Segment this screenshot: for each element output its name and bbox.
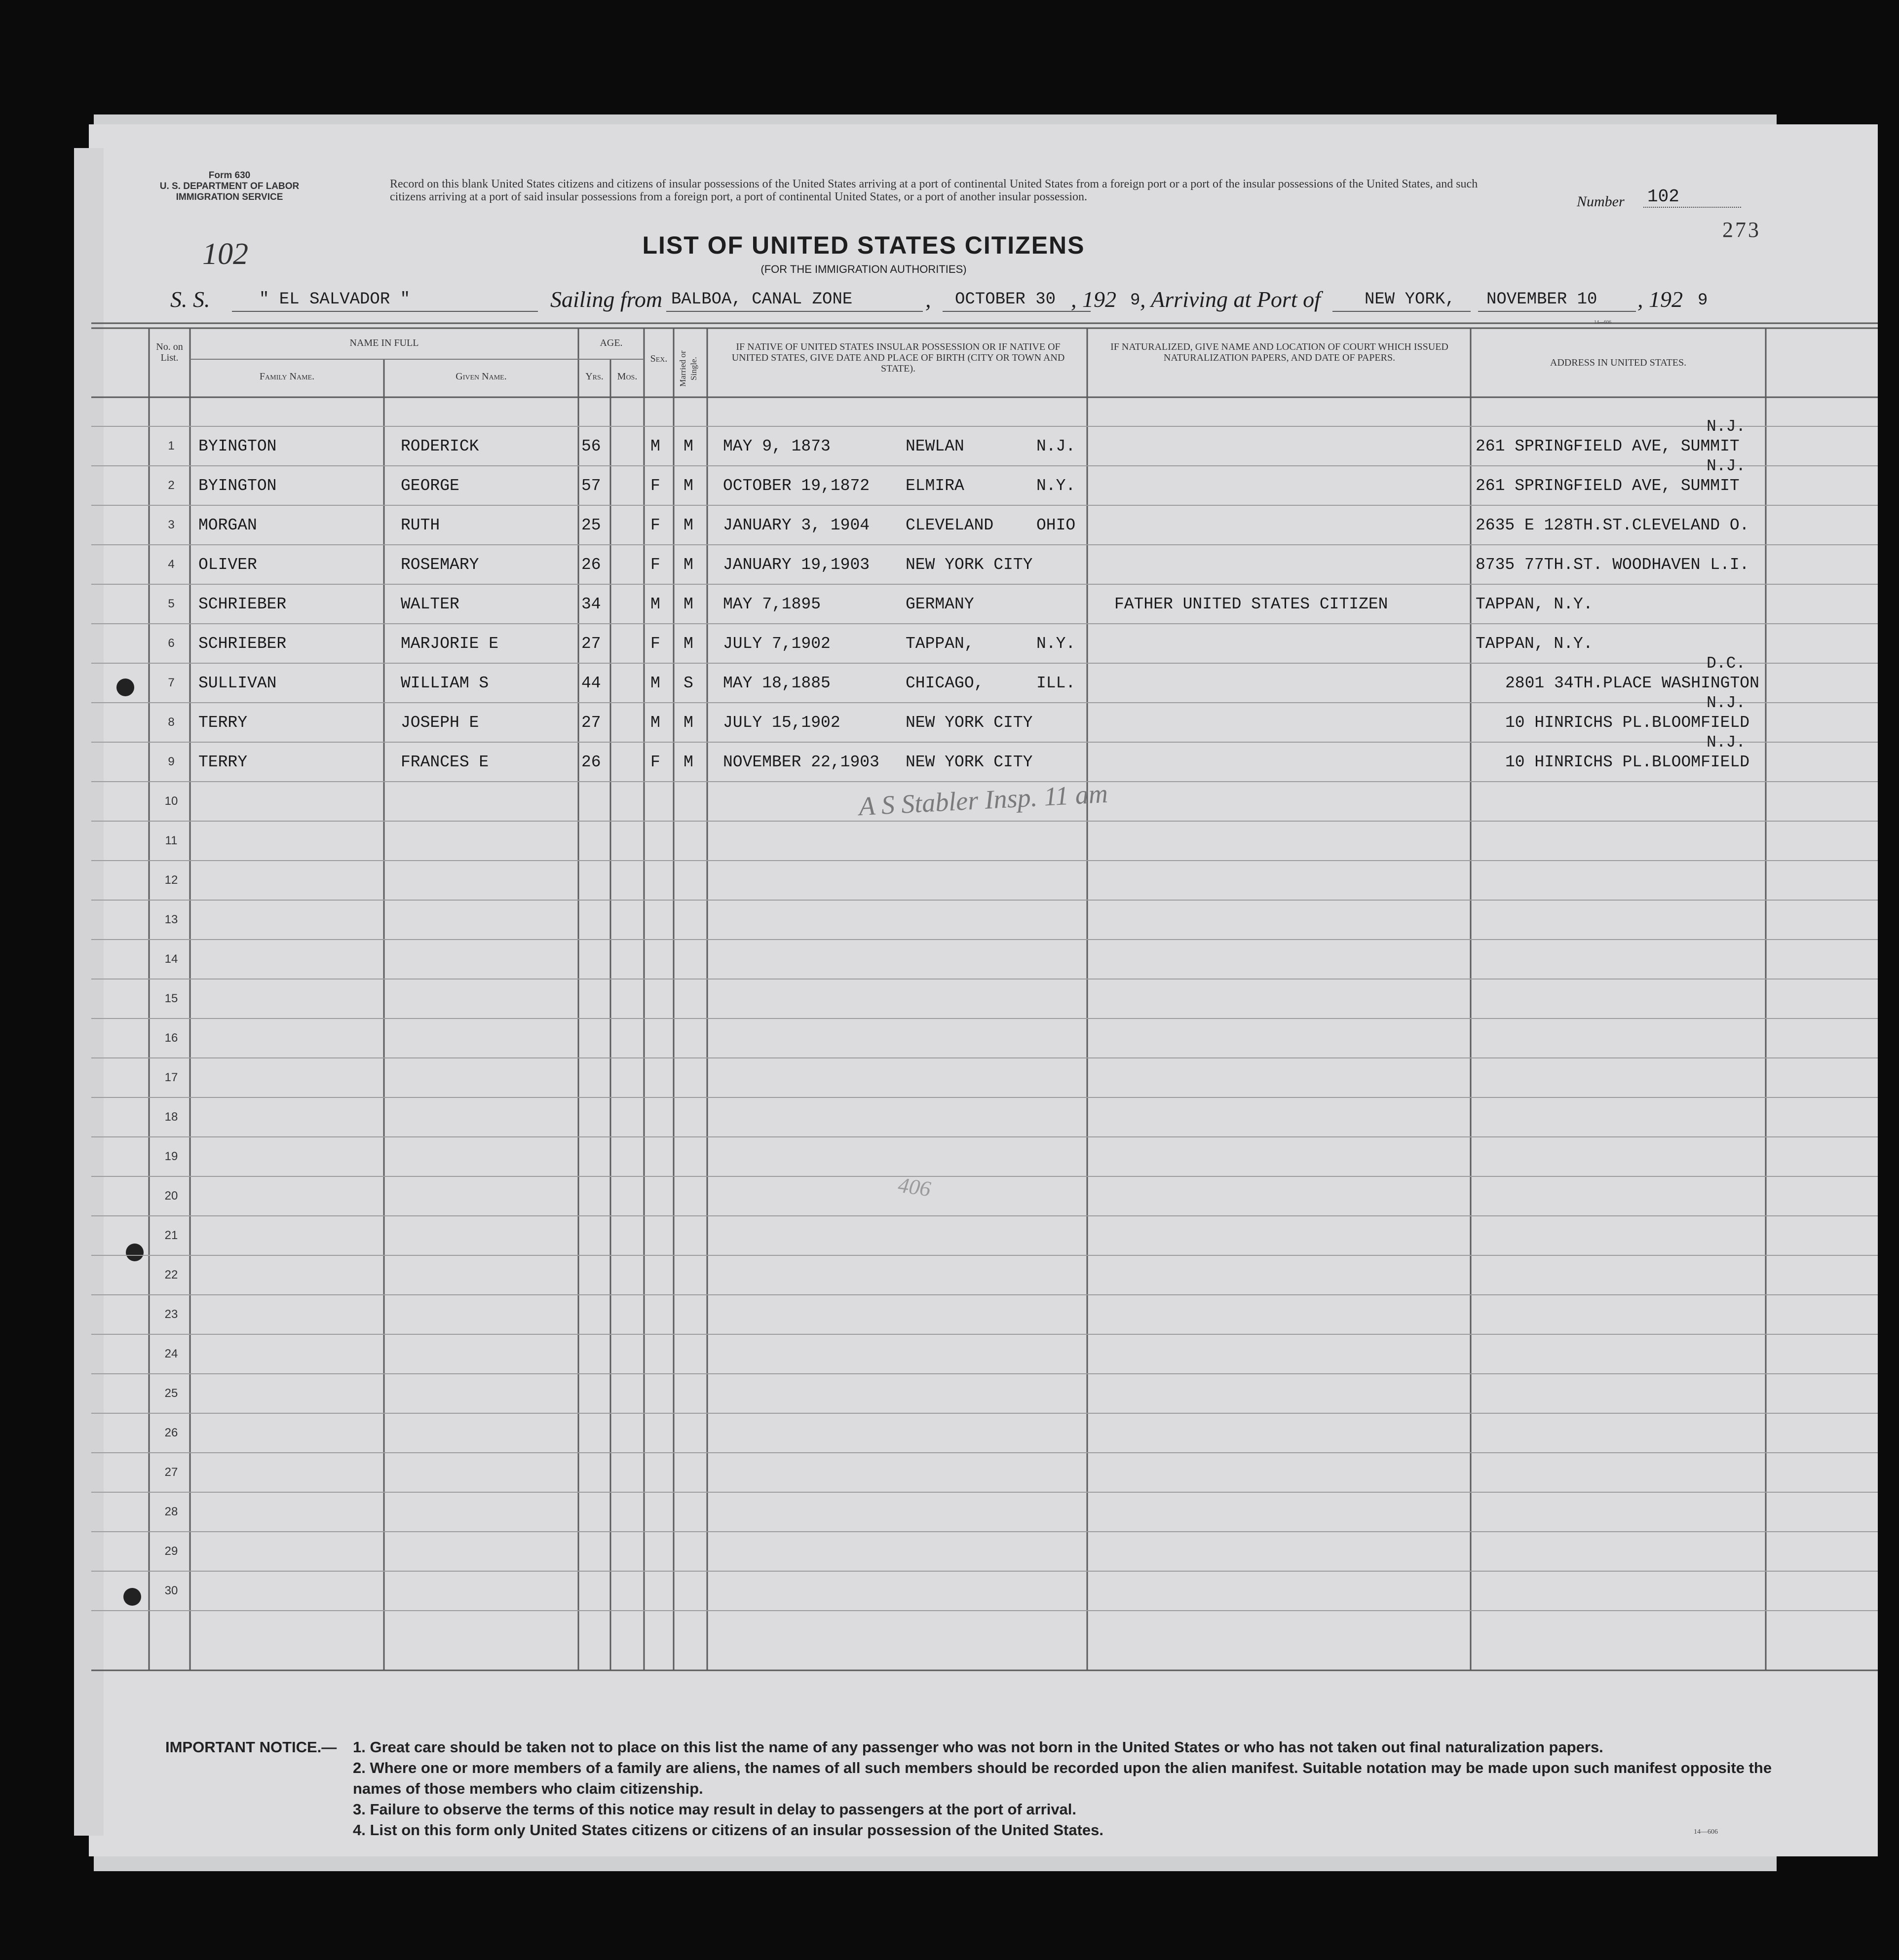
address-cell: 10 HINRICHS PL.BLOOMFIELD — [1505, 753, 1750, 771]
birth-state-cell: OHIO — [1036, 516, 1076, 534]
family-name-cell: SCHRIEBER — [198, 595, 287, 613]
age-years-cell: 56 — [581, 437, 601, 455]
birth-state-cell: ILL. — [1036, 674, 1076, 692]
row-number: 30 — [164, 1584, 178, 1597]
address-cell: TAPPAN, N.Y. — [1476, 635, 1593, 653]
page-subtitle: (FOR THE IMMIGRATION AUTHORITIES) — [760, 263, 967, 275]
birth-date-cell: JANUARY 19,1903 — [723, 556, 870, 574]
sex-cell: M — [650, 674, 660, 692]
pencil-number: 406 — [896, 1172, 933, 1202]
row-number: 13 — [164, 913, 178, 926]
ss-label: S. S. — [170, 287, 210, 312]
age-years-cell: 57 — [581, 477, 601, 495]
marital-cell: M — [684, 635, 693, 653]
year-digit: 9 — [1130, 291, 1140, 310]
ship-name: " EL SALVADOR " — [259, 290, 411, 309]
address-state-cell: N.J. — [1707, 457, 1746, 475]
family-name-cell: SULLIVAN — [198, 674, 277, 692]
inspector-signature: A S Stabler Insp. 11 am — [858, 778, 1109, 822]
birth-state-cell: N.Y. — [1036, 477, 1076, 495]
given-name-cell: GEORGE — [401, 477, 459, 495]
row-number: 22 — [164, 1268, 178, 1282]
row-number: 25 — [164, 1387, 178, 1400]
notice-item: 4. List on this form only United States citizens or citizens of an insular possession of the United States. — [353, 1821, 1103, 1839]
notice-item: 3. Failure to observe the terms of this notice may result in delay to passengers at the port of arrival. — [353, 1801, 1077, 1818]
number-label: Number — [1577, 193, 1625, 210]
marital-cell: M — [684, 595, 693, 613]
birth-date-cell: JANUARY 3, 1904 — [723, 516, 870, 534]
birth-state-cell: N.Y. — [1036, 635, 1076, 653]
marital-cell: M — [684, 477, 693, 495]
marital-cell: M — [684, 753, 693, 771]
address-cell: 10 HINRICHS PL.BLOOMFIELD — [1505, 714, 1750, 732]
row-number: 16 — [164, 1031, 178, 1045]
row-number: 18 — [164, 1110, 178, 1124]
row-number: 23 — [164, 1308, 178, 1321]
row-number: 7 — [168, 676, 175, 689]
row-number: 28 — [164, 1505, 178, 1518]
header-age-years: Yrs. — [585, 371, 604, 382]
birth-date-cell: OCTOBER 19,1872 — [723, 477, 870, 495]
row-number: 14 — [164, 952, 178, 966]
given-name-cell: ROSEMARY — [401, 556, 479, 574]
notice-item: 1. Great care should be taken not to place on this list the name of any passenger who was not born in the United States or who has not taken out final naturalization papers. — [353, 1738, 1603, 1756]
birth-place-cell: ELMIRA — [906, 477, 964, 495]
birth-place-cell: NEW YORK CITY — [906, 714, 1033, 732]
age-years-cell: 44 — [581, 674, 601, 692]
address-state-cell: N.J. — [1707, 417, 1746, 436]
family-name-cell: TERRY — [198, 753, 248, 771]
printer-code: 14—606 — [1594, 320, 1611, 325]
address-cell: 261 SPRINGFIELD AVE, SUMMIT — [1476, 477, 1740, 495]
birth-date-cell: NOVEMBER 22,1903 — [723, 753, 879, 771]
row-number: 24 — [164, 1347, 178, 1360]
birth-date-cell: JULY 15,1902 — [723, 714, 840, 732]
header-name-in-full: NAME IN FULL — [349, 338, 419, 348]
header-birth: IF NATIVE OF UNITED STATES INSULAR POSSESSION OR IF NATIVE OF UNITED STATES, GIVE DATE AND PLACE OF BIRTH (CITY OR TOWN AND STATE). — [731, 341, 1065, 374]
birth-place-cell: NEW YORK CITY — [906, 753, 1033, 771]
row-number: 21 — [164, 1229, 178, 1242]
header-sex: Sex. — [650, 353, 668, 364]
family-name-cell: TERRY — [198, 714, 248, 732]
marital-cell: M — [684, 556, 693, 574]
sailing-label: Sailing from — [550, 287, 663, 312]
birth-place-cell: TAPPAN, — [906, 635, 974, 653]
sex-cell: F — [650, 635, 660, 653]
family-name-cell: MORGAN — [198, 516, 257, 534]
arrival-port: NEW YORK, — [1365, 290, 1455, 309]
row-number: 4 — [168, 558, 175, 571]
birth-place-cell: NEW YORK CITY — [906, 556, 1033, 574]
age-years-cell: 26 — [581, 753, 601, 771]
given-name-cell: WALTER — [401, 595, 459, 613]
row-number: 17 — [164, 1071, 178, 1084]
year-prefix: , 192 — [1637, 287, 1683, 312]
notice-item: 2. Where one or more members of a family are aliens, the names of all such members should be recorded upon the alien manifest. Suitable notation may be made upon such manifest opposite the names of those members who claim citizenship. — [353, 1759, 1772, 1797]
given-name-cell: RUTH — [401, 516, 440, 534]
year-digit: 9 — [1698, 291, 1708, 310]
address-state-cell: D.C. — [1707, 654, 1746, 673]
row-number: 11 — [165, 834, 178, 847]
row-number: 19 — [164, 1150, 178, 1163]
departure-date: OCTOBER 30 — [955, 290, 1056, 309]
given-name-cell: WILLIAM S — [401, 674, 489, 692]
row-number: 1 — [168, 439, 175, 452]
family-name-cell: BYINGTON — [198, 477, 277, 495]
naturalized-cell: FATHER UNITED STATES CITIZEN — [1114, 595, 1388, 613]
page-title: LIST OF UNITED STATES CITIZENS — [642, 231, 1085, 259]
age-years-cell: 25 — [581, 516, 601, 534]
birth-place-cell: GERMANY — [906, 595, 974, 613]
record-instructions: Record on this blank United States citizens and citizens of insular possessions of the United States arriving at a port of continental United States from a foreign port or a port of the insular possessions of the United States, and such citizens arriving at a port of said insular possessions from a foreign port, a port of continental United States, or a port of another insular possession. — [390, 178, 1478, 203]
header-age: AGE. — [600, 338, 623, 348]
separator: , — [925, 287, 931, 312]
row-number: 29 — [164, 1545, 178, 1558]
given-name-cell: RODERICK — [401, 437, 479, 455]
header-no-on-list: No. on List. — [156, 341, 183, 363]
address-cell: TAPPAN, N.Y. — [1476, 595, 1593, 613]
row-number: 9 — [168, 755, 175, 768]
row-number: 8 — [168, 716, 175, 729]
header-age-months: Mos. — [617, 371, 638, 382]
arrival-date: NOVEMBER 10 — [1486, 290, 1597, 309]
age-years-cell: 27 — [581, 635, 601, 653]
sex-cell: M — [650, 437, 660, 455]
row-number: 27 — [164, 1466, 178, 1479]
sailing-from: BALBOA, CANAL ZONE — [671, 290, 853, 309]
header-married-single: Married or Single. — [678, 350, 698, 387]
header-address: ADDRESS IN UNITED STATES. — [1550, 357, 1687, 368]
row-number: 15 — [164, 992, 178, 1005]
address-state-cell: N.J. — [1707, 733, 1746, 752]
address-cell: 261 SPRINGFIELD AVE, SUMMIT — [1476, 437, 1740, 455]
row-number: 20 — [164, 1189, 178, 1203]
marital-cell: S — [684, 674, 693, 692]
row-number: 10 — [164, 794, 178, 808]
row-number: 2 — [168, 479, 175, 492]
address-state-cell: N.J. — [1707, 694, 1746, 712]
sex-cell: M — [650, 595, 660, 613]
year-prefix: , 192 — [1071, 287, 1116, 312]
family-name-cell: OLIVER — [198, 556, 257, 574]
birth-place-cell: NEWLAN — [906, 437, 964, 455]
form-identifier: Form 630 U. S. DEPARTMENT OF LABOR IMMIGRATION SERVICE — [159, 170, 300, 202]
handwritten-number: 102 — [202, 237, 248, 271]
marital-cell: M — [684, 437, 693, 455]
birth-date-cell: JULY 7,1902 — [723, 635, 831, 653]
row-number: 6 — [168, 637, 175, 650]
age-years-cell: 26 — [581, 556, 601, 574]
address-cell: 2801 34TH.PLACE WASHINGTON — [1505, 674, 1759, 692]
given-name-cell: FRANCES E — [401, 753, 489, 771]
birth-place-cell: CLEVELAND — [906, 516, 994, 534]
row-number: 12 — [164, 873, 178, 887]
sex-cell: F — [650, 556, 660, 574]
notice-label: IMPORTANT NOTICE.— — [165, 1738, 337, 1756]
sex-cell: F — [650, 753, 660, 771]
form-code: 14—606 — [1694, 1828, 1718, 1836]
arriving-label: , Arriving at Port of — [1140, 287, 1321, 312]
sex-cell: F — [650, 516, 660, 534]
page-stamp: 273 — [1722, 218, 1761, 242]
given-name-cell: JOSEPH E — [401, 714, 479, 732]
marital-cell: M — [684, 714, 693, 732]
header-given-name: Given Name. — [456, 371, 507, 382]
family-name-cell: SCHRIEBER — [198, 635, 287, 653]
number-value: 102 — [1643, 187, 1741, 208]
row-number: 5 — [168, 597, 175, 610]
address-cell: 8735 77TH.ST. WOODHAVEN L.I. — [1476, 556, 1749, 574]
birth-place-cell: CHICAGO, — [906, 674, 984, 692]
age-years-cell: 34 — [581, 595, 601, 613]
row-number: 3 — [168, 518, 175, 531]
header-naturalized: IF NATURALIZED, GIVE NAME AND LOCATION OF COURT WHICH ISSUED NATURALIZATION PAPERS, AND DATE OF PAPERS. — [1110, 341, 1448, 363]
sex-cell: M — [650, 714, 660, 732]
sex-cell: F — [650, 477, 660, 495]
birth-date-cell: MAY 9, 1873 — [723, 437, 831, 455]
family-name-cell: BYINGTON — [198, 437, 277, 455]
age-years-cell: 27 — [581, 714, 601, 732]
birth-state-cell: N.J. — [1036, 437, 1076, 455]
birth-date-cell: MAY 7,1895 — [723, 595, 821, 613]
row-number: 26 — [164, 1426, 178, 1439]
given-name-cell: MARJORIE E — [401, 635, 499, 653]
address-cell: 2635 E 128TH.ST.CLEVELAND O. — [1476, 516, 1749, 534]
marital-cell: M — [684, 516, 693, 534]
header-family-name: Family Name. — [259, 371, 315, 382]
birth-date-cell: MAY 18,1885 — [723, 674, 831, 692]
